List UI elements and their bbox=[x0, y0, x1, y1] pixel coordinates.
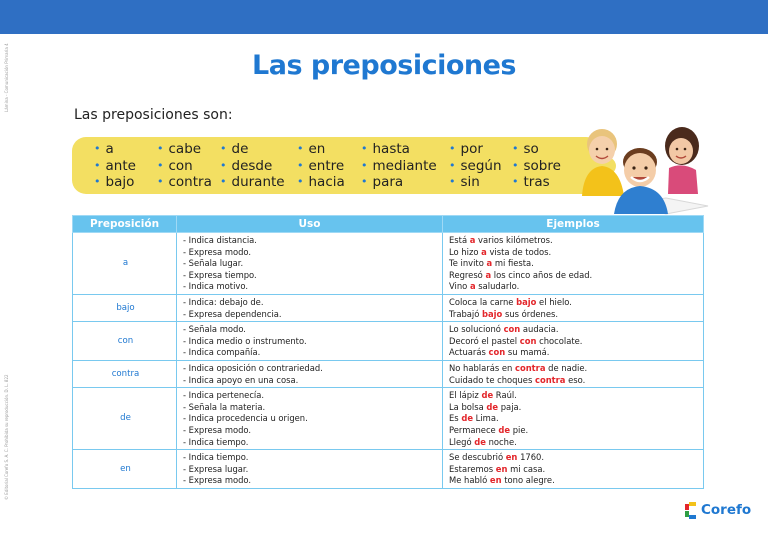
uso-line: - Indica medio o instrumento. bbox=[183, 335, 307, 346]
ejemplo-line bbox=[449, 363, 699, 375]
preposition-cell: a bbox=[73, 233, 177, 295]
ejemplo-text: Vino bbox=[449, 281, 470, 292]
preposition-word: • cabe bbox=[157, 141, 212, 158]
ejemplo-text: saludarlo. bbox=[475, 281, 520, 292]
ejemplo-line bbox=[449, 336, 699, 348]
ejemplo-text: chocolate. bbox=[536, 335, 583, 346]
uso-line: - Señala la materia. bbox=[183, 401, 266, 412]
prepositions-box bbox=[72, 137, 600, 194]
preposition-word: • desde bbox=[220, 158, 285, 175]
ejemplo-text: mi casa. bbox=[507, 463, 546, 474]
uso-cell bbox=[177, 360, 443, 387]
uso-line: - Indica compañía. bbox=[183, 347, 261, 358]
ejemplo-text: Estaremos bbox=[449, 463, 496, 474]
ejemplo-text: audacia. bbox=[520, 324, 559, 335]
ejemplo-text: Cuidado te choques bbox=[449, 374, 535, 385]
ejemplo-text: pie. bbox=[510, 424, 529, 435]
ejemplo-text: Llegó bbox=[449, 436, 475, 447]
prepositions-column bbox=[361, 141, 437, 191]
ejemplo-text: paja. bbox=[498, 401, 522, 412]
uso-line: - Expresa tiempo. bbox=[183, 269, 257, 280]
preposition-word: • por bbox=[449, 141, 502, 158]
preposition-word: • so bbox=[512, 141, 561, 158]
highlighted-preposition: a bbox=[486, 258, 493, 269]
uso-line: - Indica tiempo. bbox=[183, 452, 249, 463]
uso-line: - Indica motivo. bbox=[183, 281, 248, 292]
uso-line: - Señala lugar. bbox=[183, 258, 244, 269]
ejemplo-text: Lima. bbox=[473, 413, 499, 424]
preposition-word: • sin bbox=[449, 174, 502, 191]
ejemplos-cell bbox=[443, 388, 704, 450]
uso-line: - Indica: debajo de. bbox=[183, 296, 264, 307]
ejemplos-cell bbox=[443, 322, 704, 361]
table-row bbox=[73, 233, 704, 295]
uso-cell bbox=[177, 388, 443, 450]
ejemplo-text: La bolsa bbox=[449, 401, 487, 412]
ejemplos-cell bbox=[443, 360, 704, 387]
preposition-word: • ante bbox=[94, 158, 136, 175]
uso-line: - Indica apoyo en una cosa. bbox=[183, 374, 299, 385]
preposition-cell: bajo bbox=[73, 294, 177, 321]
highlighted-preposition: a bbox=[485, 269, 492, 280]
highlighted-preposition: de bbox=[498, 424, 511, 435]
preposition-word: • tras bbox=[512, 174, 561, 191]
highlighted-preposition: de bbox=[486, 401, 499, 412]
header-preposicion: Preposición bbox=[73, 216, 177, 233]
ejemplo-line bbox=[449, 258, 699, 270]
ejemplo-line bbox=[449, 281, 699, 293]
ejemplo-text: Lo hizo bbox=[449, 246, 482, 257]
preposition-word: • para bbox=[361, 174, 437, 191]
uso-cell bbox=[177, 322, 443, 361]
ejemplo-text: de nadie. bbox=[545, 362, 588, 373]
highlighted-preposition: de bbox=[474, 436, 486, 447]
highlighted-preposition: contra bbox=[534, 374, 566, 385]
page-title: Las preposiciones bbox=[252, 50, 516, 81]
ejemplo-line bbox=[449, 425, 699, 437]
preposition-word: • entre bbox=[297, 158, 345, 175]
ejemplo-text: su mamá. bbox=[505, 347, 550, 358]
ejemplo-text: el hielo. bbox=[536, 296, 572, 307]
ejemplo-line bbox=[449, 437, 699, 449]
preposition-word: • con bbox=[157, 158, 212, 175]
prepositions-column bbox=[157, 141, 212, 191]
ejemplo-text: Regresó bbox=[449, 269, 486, 280]
ejemplo-line bbox=[449, 390, 699, 402]
ejemplo-text: noche. bbox=[485, 436, 517, 447]
highlighted-preposition: en bbox=[505, 452, 518, 463]
preposition-word: • de bbox=[220, 141, 285, 158]
uso-cell bbox=[177, 233, 443, 295]
highlighted-preposition: de bbox=[481, 390, 494, 401]
uso-line: - Indica oposición o contrariedad. bbox=[183, 362, 323, 373]
ejemplo-line bbox=[449, 375, 699, 387]
ejemplo-line bbox=[449, 247, 699, 259]
preposition-word: • hasta bbox=[361, 141, 437, 158]
ejemplo-text: No hablarás en bbox=[449, 362, 515, 373]
ejemplo-line bbox=[449, 452, 699, 464]
preposition-word: • según bbox=[449, 158, 502, 175]
ejemplo-line bbox=[449, 309, 699, 321]
intro-text: Las preposiciones son: bbox=[74, 107, 233, 123]
ejemplo-text: Raúl. bbox=[493, 390, 517, 401]
preposition-cell: de bbox=[73, 388, 177, 450]
uso-line: - Expresa modo. bbox=[183, 246, 252, 257]
ejemplo-text: Te invito bbox=[449, 258, 487, 269]
prepositions-table bbox=[72, 215, 704, 489]
highlighted-preposition: contra bbox=[515, 362, 546, 373]
ejemplo-text: Es bbox=[449, 413, 462, 424]
highlighted-preposition: bajo bbox=[482, 308, 503, 319]
uso-line: - Expresa modo. bbox=[183, 424, 252, 435]
header-ejemplos: Ejemplos bbox=[443, 216, 704, 233]
side-caption-top: Lámina - Comunicación Primaria 4 bbox=[4, 43, 9, 112]
ejemplo-text: Decoró el pastel bbox=[449, 335, 520, 346]
table-row bbox=[73, 388, 704, 450]
highlighted-preposition: a bbox=[469, 235, 476, 245]
uso-line: - Indica pertenecía. bbox=[183, 390, 265, 401]
top-bar bbox=[0, 0, 768, 34]
preposition-word: • durante bbox=[220, 174, 285, 191]
ejemplo-text: Actuarás bbox=[449, 347, 489, 358]
ejemplo-text: Está bbox=[449, 235, 470, 245]
children-photo bbox=[574, 118, 712, 218]
uso-line: - Señala modo. bbox=[183, 324, 246, 335]
ejemplo-line bbox=[449, 235, 699, 247]
ejemplo-text: eso. bbox=[565, 374, 586, 385]
ejemplos-cell bbox=[443, 294, 704, 321]
logo-text: Corefo bbox=[701, 502, 752, 518]
uso-cell bbox=[177, 294, 443, 321]
table-row bbox=[73, 360, 704, 387]
ejemplo-text: tono alegre. bbox=[501, 475, 555, 486]
highlighted-preposition: a bbox=[481, 246, 487, 257]
ejemplos-cell bbox=[443, 233, 704, 295]
prepositions-column bbox=[512, 141, 561, 191]
prepositions-grid bbox=[72, 141, 600, 191]
ejemplo-line bbox=[449, 270, 699, 282]
table-header-row bbox=[73, 216, 704, 233]
highlighted-preposition: con bbox=[488, 347, 506, 358]
highlighted-preposition: a bbox=[469, 281, 476, 292]
prepositions-column bbox=[94, 141, 136, 191]
ejemplo-text: varios kilómetros. bbox=[475, 235, 553, 245]
preposition-cell: contra bbox=[73, 360, 177, 387]
ejemplo-text: los cinco años de edad. bbox=[491, 269, 593, 280]
ejemplo-text: Lo solucionó bbox=[449, 324, 504, 335]
ejemplo-text: Permanece bbox=[449, 424, 499, 435]
uso-line: - Expresa dependencia. bbox=[183, 308, 282, 319]
ejemplo-line bbox=[449, 464, 699, 476]
ejemplo-text: El lápiz bbox=[449, 390, 482, 401]
preposition-cell: con bbox=[73, 322, 177, 361]
ejemplo-line bbox=[449, 324, 699, 336]
uso-line: - Indica distancia. bbox=[183, 235, 257, 245]
uso-cell bbox=[177, 450, 443, 489]
ejemplo-text: Me habló bbox=[449, 475, 490, 486]
preposition-word: • hacia bbox=[297, 174, 345, 191]
prepositions-column bbox=[297, 141, 345, 191]
ejemplo-text: mi fiesta. bbox=[492, 258, 534, 269]
preposition-word: • a bbox=[94, 141, 136, 158]
prepositions-column bbox=[449, 141, 502, 191]
ejemplos-cell bbox=[443, 450, 704, 489]
highlighted-preposition: bajo bbox=[516, 296, 537, 307]
ejemplo-text: vista de todos. bbox=[486, 246, 552, 257]
ejemplo-line bbox=[449, 347, 699, 359]
ejemplo-text: Se descubrió bbox=[449, 452, 506, 463]
ejemplo-text: sus órdenes. bbox=[502, 308, 559, 319]
ejemplo-line bbox=[449, 297, 699, 309]
side-caption-bottom: © Editorial Corefo S. A. C. Prohibida su reproducción. D. L. 822 bbox=[4, 374, 9, 500]
preposition-cell: en bbox=[73, 450, 177, 489]
preposition-word: • bajo bbox=[94, 174, 136, 191]
prepositions-column bbox=[220, 141, 285, 191]
highlighted-preposition: en bbox=[495, 463, 508, 474]
preposition-word: • en bbox=[297, 141, 345, 158]
ejemplo-line bbox=[449, 413, 699, 425]
ejemplo-line bbox=[449, 475, 699, 487]
uso-line: - Expresa lugar. bbox=[183, 463, 249, 474]
highlighted-preposition: de bbox=[461, 413, 474, 424]
ejemplo-text: Coloca la carne bbox=[449, 296, 517, 307]
table-row bbox=[73, 294, 704, 321]
preposition-word: • mediante bbox=[361, 158, 437, 175]
preposition-word: • sobre bbox=[512, 158, 561, 175]
ejemplo-text: 1760. bbox=[517, 452, 545, 463]
table-row bbox=[73, 322, 704, 361]
highlighted-preposition: con bbox=[519, 335, 537, 346]
ejemplo-line bbox=[449, 402, 699, 414]
table-row bbox=[73, 450, 704, 489]
header-uso: Uso bbox=[177, 216, 443, 233]
preposition-word: • contra bbox=[157, 174, 212, 191]
highlighted-preposition: en bbox=[489, 475, 502, 486]
corefo-logo-icon bbox=[685, 502, 698, 519]
highlighted-preposition: con bbox=[503, 324, 521, 335]
uso-line: - Expresa modo. bbox=[183, 475, 252, 486]
uso-line: - Indica tiempo. bbox=[183, 436, 249, 447]
ejemplo-text: Trabajó bbox=[449, 308, 483, 319]
corefo-logo bbox=[685, 500, 751, 520]
uso-line: - Indica procedencia u origen. bbox=[183, 413, 308, 424]
